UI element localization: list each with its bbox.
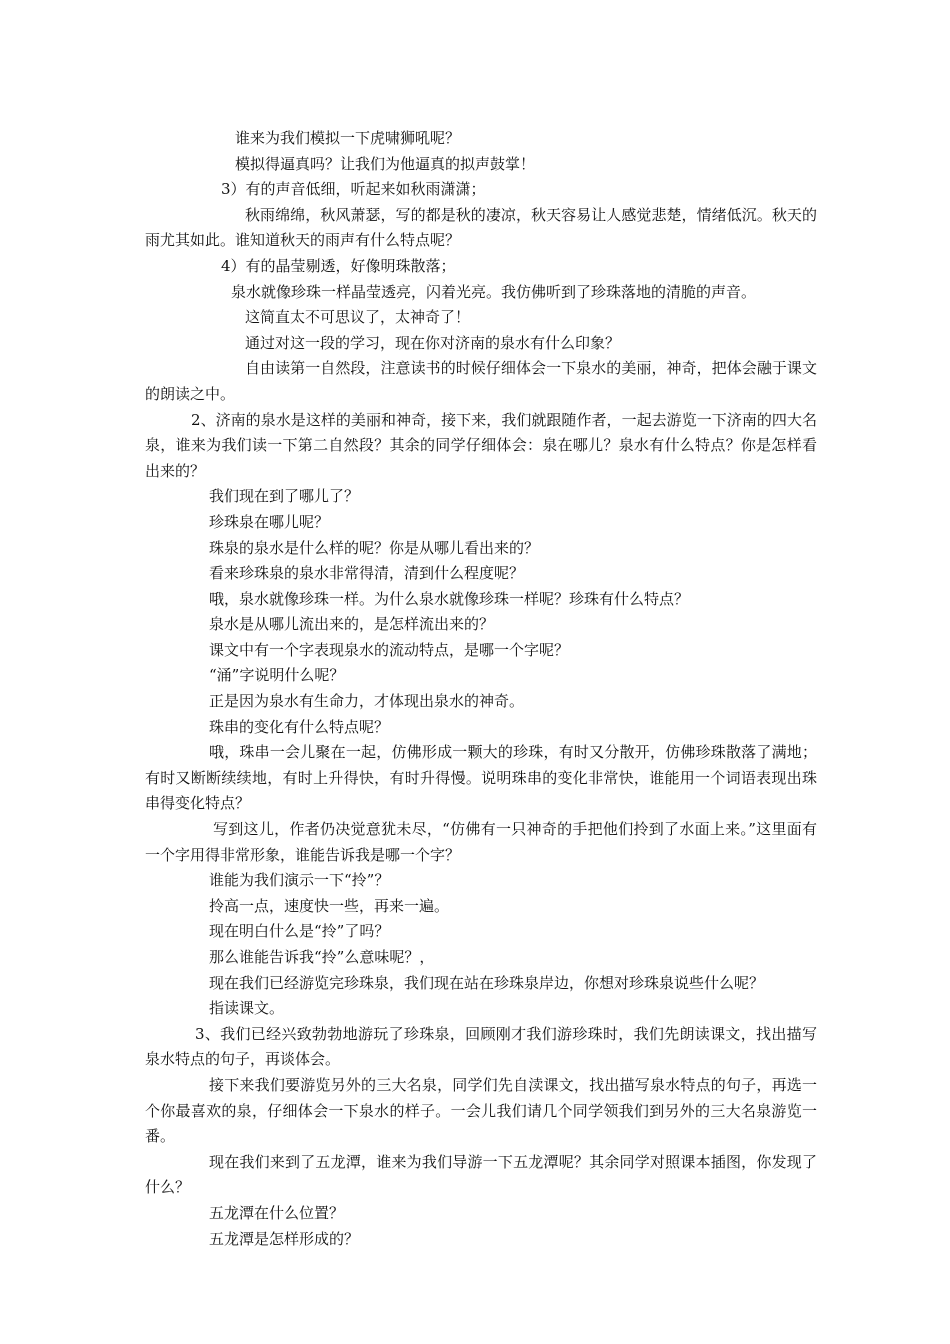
paragraph: 泉水是从哪儿流出来的，是怎样流出来的？ [209, 615, 495, 634]
paragraph: 珠泉的泉水是什么样的呢？你是从哪儿看出来的？ [209, 538, 540, 557]
paragraph: 指读课文。 [209, 999, 285, 1018]
paragraph: 谁能为我们演示一下“拎”？ [209, 871, 390, 890]
paragraph: 看来珍珠泉的泉水非常得清，清到什么程度呢？ [209, 564, 525, 583]
paragraph: 现在我们来到了五龙潭，谁来为我们导游一下五龙潭呢？其余同学对照课本插图，你发现了什么？ [145, 1152, 817, 1197]
paragraph: 写到这儿，作者仍决觉意犹未尽，“仿佛有一只神奇的手把他们拎到了水面上来。”这里面有一个字用得非常形象，谁能告诉我是哪一个字？ [145, 820, 817, 864]
paragraph: 珠串的变化有什么特点呢？ [209, 717, 390, 736]
paragraph: 现在明白什么是“拎”了吗？ [209, 922, 390, 941]
paragraph: 泉水就像珍珠一样晶莹透亮，闪着光亮。我仿佛听到了珍珠落地的清脆的声音。 [231, 282, 757, 301]
paragraph: 自由读第一自然段，注意读书的时候仔细体会一下泉水的美丽，神奇，把体会融于课文的朗读之中。 [145, 359, 817, 403]
paragraph: 模拟得逼真吗？让我们为他逼真的拟声鼓掌！ [235, 154, 536, 173]
paragraph: 五龙潭是怎样形成的？ [209, 1229, 360, 1248]
paragraph: 秋雨绵绵，秋风萧瑟，写的都是秋的凄凉，秋天容易让人感觉悲楚，情绪低沉。秋天的雨尤其如此。谁知道秋天的雨声有什么特点呢？ [145, 205, 817, 250]
paragraph: 五龙潭在什么位置？ [209, 1203, 345, 1222]
paragraph: 通过对这一段的学习，现在你对济南的泉水有什么印象？ [245, 333, 621, 352]
paragraph: 哦，泉水就像珍珠一样。为什么泉水就像珍珠一样呢？珍珠有什么特点？ [209, 589, 690, 608]
paragraph: 接下来我们要游览另外的三大名泉，同学们先自渎课文，找出描写泉水特点的句子，再选一个你最喜欢的泉，仔细体会一下泉水的样子。一会儿我们请几个同学领我们到另外的三大名泉游览一番。 [145, 1075, 817, 1146]
paragraph: 珍珠泉在哪儿呢？ [209, 512, 330, 531]
paragraph: 正是因为泉水有生命力，才体现出泉水的神奇。 [209, 692, 525, 711]
paragraph: 谁来为我们模拟一下虎啸狮吼呢？ [235, 129, 461, 147]
paragraph: 那么谁能告诉我“拎”么意味呢？， [209, 948, 435, 966]
paragraph: 这简直太不可思议了，太神奇了！ [245, 308, 471, 327]
paragraph: 拎高一点，速度快一些，再来一遍。 [209, 896, 450, 915]
paragraph: 现在我们已经游览完珍珠泉，我们现在站在珍珠泉岸边，你想对珍珠泉说些什么呢？ [209, 973, 765, 992]
paragraph: 2、济南的泉水是这样的美丽和神奇，接下来，我们就跟随作者，一起去游览一下济南的四大名泉，谁来为我们读一下第二自然段？其余的同学仔细体会：泉在哪儿？泉水有什么特点？你是怎样看出来的？ [145, 410, 817, 480]
paragraph: 4）有的晶莹剔透，好像明珠散落； [221, 256, 456, 275]
paragraph: 3）有的声音低细，听起来如秋雨潇潇； [221, 180, 486, 199]
paragraph: “涌”字说明什么呢？ [209, 666, 345, 685]
paragraph: 我们现在到了哪儿了？ [209, 487, 360, 506]
document-body [145, 126, 817, 1252]
paragraph: 课文中有一个字表现泉水的流动特点，是哪一个字呢？ [209, 640, 570, 659]
paragraph: 哦，珠串一会儿聚在一起，仿佛形成一颗大的珍珠，有时又分散开，仿佛珍珠散落了满地；有时又断断续续地，有时上升得快，有时升得慢。说明珠串的变化非常快，谁能用一个词语表现出珠串得变化特点？ [145, 743, 817, 813]
paragraph: 3、我们已经兴致勃勃地游玩了珍珠泉，回顾刚才我们游珍珠时，我们先朗读课文，找出描写泉水特点的句子，再谈体会。 [145, 1024, 817, 1069]
